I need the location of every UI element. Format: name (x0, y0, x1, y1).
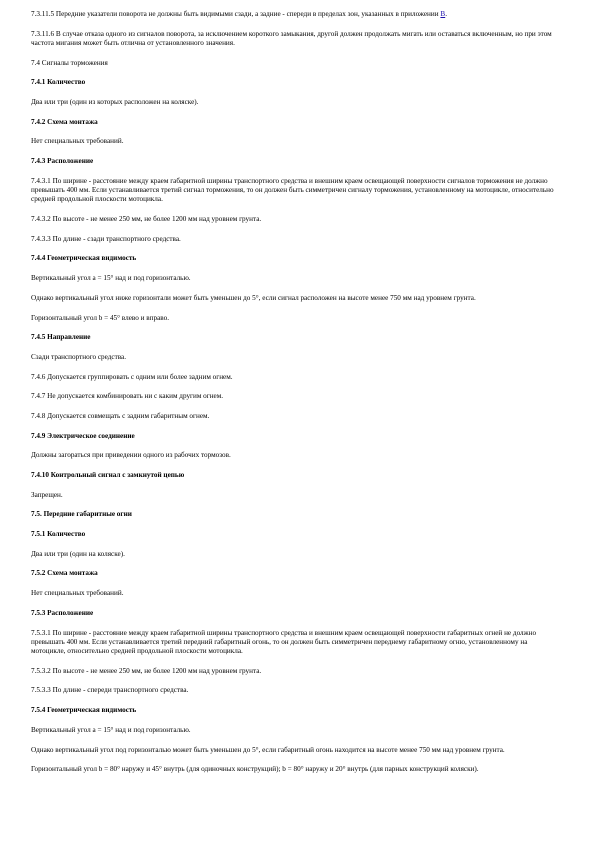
paragraph (31, 746, 561, 755)
section-heading (31, 432, 561, 441)
paragraph (31, 726, 561, 735)
paragraph (31, 215, 561, 224)
paragraph-text: Нет специальных требований. (31, 137, 124, 146)
paragraph (31, 235, 561, 244)
paragraph-text: Сзади транспортного средства. (31, 352, 127, 361)
paragraph (31, 686, 561, 695)
section-heading (31, 471, 561, 480)
paragraph-text: 7.5.1 Количество (31, 530, 86, 539)
paragraph-text: 7.4.2 Схема монтажа (31, 117, 98, 126)
paragraph-text: 7.4.7 Не допускается комбинировать ни с каким другим огнем. (31, 392, 224, 401)
section-heading (31, 706, 561, 715)
paragraph (31, 491, 561, 500)
paragraph-text: Запрещен. (31, 490, 63, 499)
paragraph (31, 177, 561, 205)
document-body (31, 10, 561, 785)
paragraph-text: Вертикальный угол а = 15° над и под горизонталью. (31, 725, 191, 734)
paragraph (31, 274, 561, 283)
paragraph-text: 7.5.3.2 По высоте - не менее 250 мм, не более 1200 мм над уровнем грунта. (31, 666, 262, 675)
section-heading (31, 118, 561, 127)
paragraph-text: Однако вертикальный угол ниже горизонтали может быть уменьшен до 5°, если сигнал расположен на высоте менее 750 мм над уровнем грунта. (31, 293, 476, 302)
paragraph (31, 392, 561, 401)
section-heading (31, 569, 561, 578)
paragraph-text: 7.3.11.6 В случае отказа одного из сигналов поворота, за исключением короткого замыкания, другой должен продолжать мигать или оставаться включенным, но при этом частота мигания может быть отлична от установленного значения. (31, 29, 552, 47)
section-heading (31, 254, 561, 263)
paragraph-tail: . (445, 10, 447, 18)
paragraph-text: 7.5.3 Расположение (31, 608, 94, 617)
paragraph (31, 373, 561, 382)
paragraph (31, 353, 561, 362)
paragraph (31, 412, 561, 421)
paragraph-text: Однако вертикальный угол под горизонталью может быть уменьшен до 5°, если габаритный огонь находится на высоте менее 750 мм над уровнем грунта. (31, 745, 505, 754)
paragraph-text: 7.5. Передние габаритные огни (31, 510, 132, 519)
paragraph-text: 7.4.4 Геометрическая видимость (31, 254, 137, 263)
paragraph (31, 98, 561, 107)
paragraph (31, 550, 561, 559)
paragraph-text: Два или три (один из которых расположен на коляске). (31, 98, 199, 107)
appendix-link[interactable]: В (440, 10, 446, 18)
paragraph-text: 7.5.3.3 По длине - спереди транспортного средства. (31, 686, 189, 695)
paragraph (31, 765, 561, 774)
paragraph-text: Вертикальный угол а = 15° над и под горизонталью. (31, 274, 191, 283)
paragraph (31, 137, 561, 146)
paragraph-text: Должны загораться при приведении одного из рабочих тормозов. (31, 451, 231, 460)
section-heading (31, 333, 561, 342)
paragraph-text: 7.4.3.1 По ширине - расстояние между краем габаритной ширины транспортного средства и внешним краем освещающей поверхности сигналов торможения не должно превышать 400 мм. Если устанавливается третий сигнал торможения, то он должен быть симметричен сигналу торможения, установленному на мотоцикле, относительно средней продольной плоскости мотоцикла. (31, 176, 554, 204)
paragraph-text: 7.4.3.2 По высоте - не менее 250 мм, не более 1200 мм над уровнем грунта. (31, 215, 262, 224)
paragraph (31, 667, 561, 676)
paragraph (31, 314, 561, 323)
paragraph-text: 7.4.3.3 По длине - сзади транспортного средства. (31, 234, 181, 243)
paragraph-text: 7.4.10 Контрольный сигнал с замкнутой цепью (31, 471, 185, 480)
paragraph-text: Два или три (один на коляске). (31, 549, 125, 558)
paragraph (31, 294, 561, 303)
section-heading (31, 530, 561, 539)
paragraph (31, 589, 561, 598)
paragraph-text: 7.4.6 Допускается группировать с одним или более задним огнем. (31, 372, 233, 381)
paragraph-text: 7.4.3 Расположение (31, 157, 94, 166)
section-heading (31, 78, 561, 87)
paragraph-text: 7.3.11.5 Передние указатели поворота не должны быть видимыми сзади, а задние - спереди в пределах зон, указанных в приложении (31, 10, 441, 18)
paragraph-text: 7.4.1 Количество (31, 78, 86, 87)
section-heading (31, 609, 561, 618)
paragraph (31, 30, 561, 49)
section-heading (31, 510, 561, 519)
paragraph (31, 629, 561, 657)
paragraph-text: 7.4.5 Направление (31, 333, 91, 342)
paragraph (31, 10, 561, 19)
paragraph (31, 451, 561, 460)
paragraph-text: 7.5.4 Геометрическая видимость (31, 706, 137, 715)
paragraph (31, 59, 561, 68)
section-heading (31, 157, 561, 166)
paragraph-text: 7.4.8 Допускается совмещать с задним габаритным огнем. (31, 411, 210, 420)
paragraph-text: 7.4.9 Электрическое соединение (31, 431, 135, 440)
paragraph-text: Горизонтальный угол b = 45° влево и вправо. (31, 313, 170, 322)
paragraph-text: 7.5.3.1 По ширине - расстояние между краем габаритной ширины транспортного средства и внешним краем освещающей поверхности габаритных огней не должно превышать 400 мм. Если устанавливается третий передний габаритный огонь, то он должен быть симметричен переднему габаритному огню, установленному на мотоцикле, относительно средней продольной плоскости мотоцикла. (31, 628, 537, 656)
paragraph-text: Горизонтальный угол b = 80° наружу и 45° внутрь (для одиночных конструкций); b = 80° наружу и 20° внутрь (для парных конструкций коляски). (31, 765, 479, 774)
paragraph-text: 7.5.2 Схема монтажа (31, 569, 98, 578)
paragraph-text: Нет специальных требований. (31, 589, 124, 598)
paragraph-text: 7.4 Сигналы торможения (31, 58, 108, 67)
